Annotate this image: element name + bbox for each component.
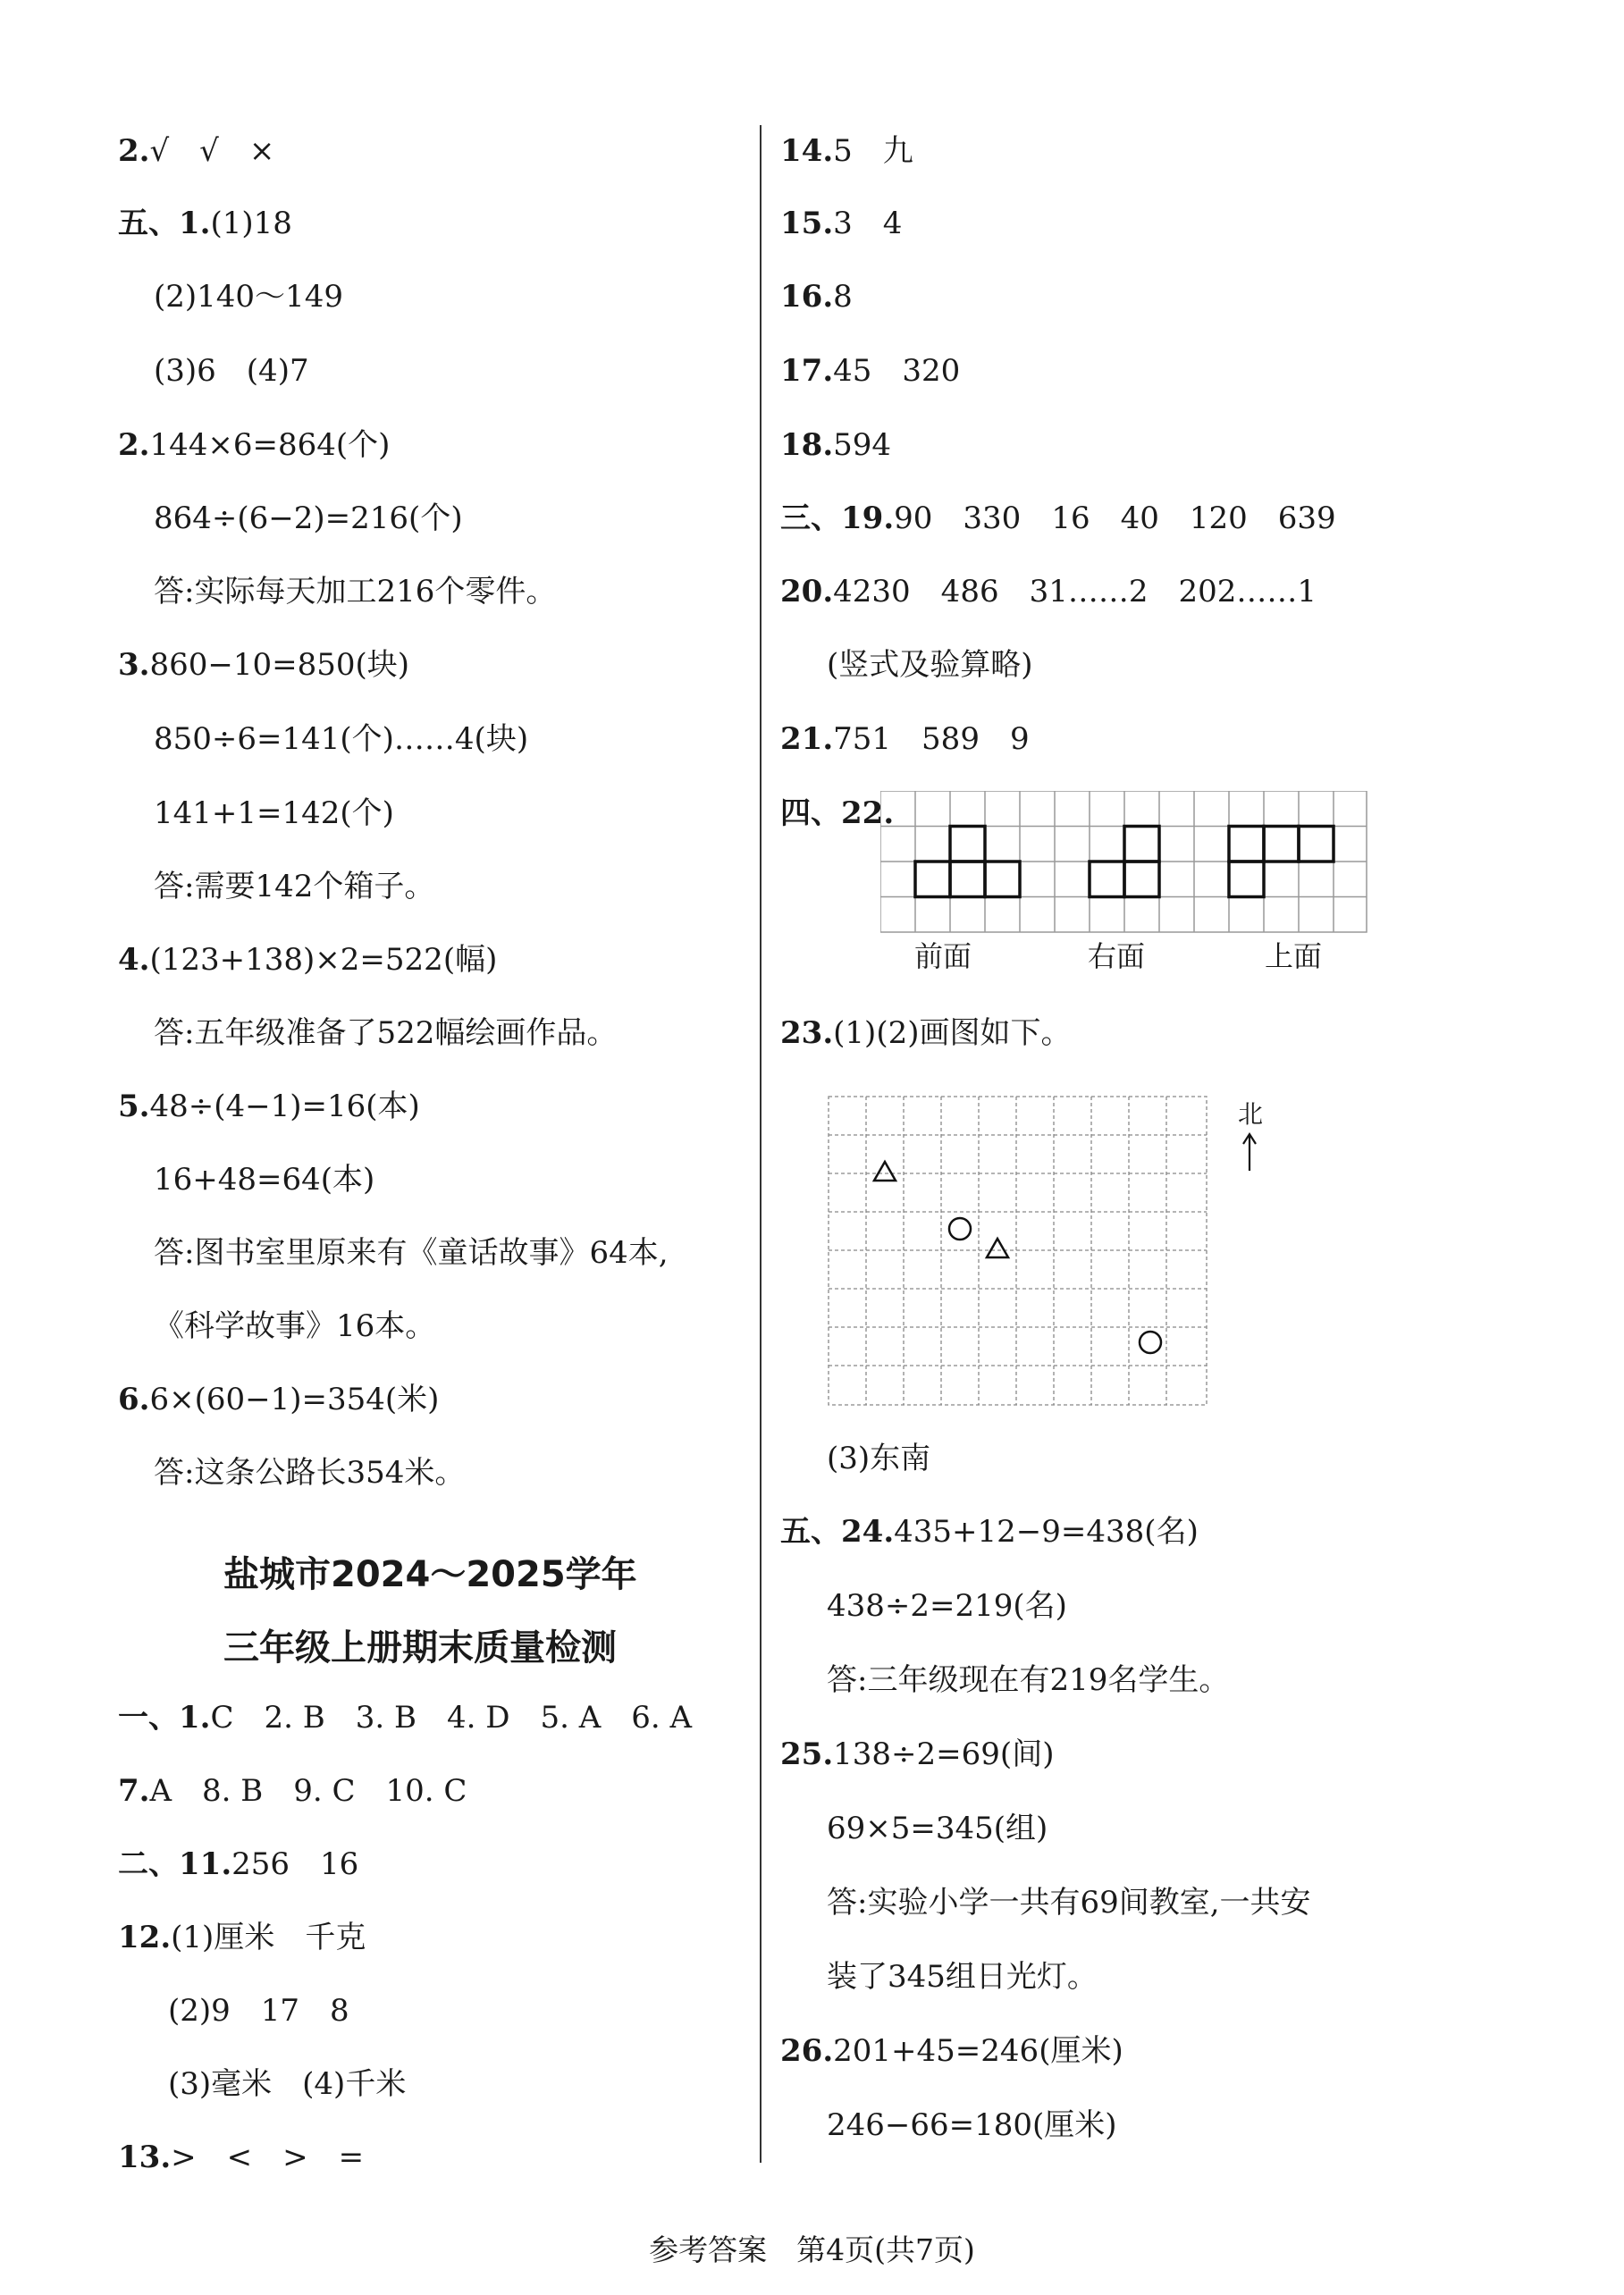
answer-line: (2)9 17 8 (168, 1993, 349, 2029)
answer-line: 答:图书室里原来有《童话故事》64本, (154, 1235, 669, 1271)
answer-line: 三、19.90 330 16 40 120 639 (780, 500, 1336, 536)
answer-line: (3)6 (4)7 (154, 353, 309, 389)
top-view-label: 上面 (1265, 939, 1323, 973)
answer-line: 15.3 4 (780, 206, 903, 241)
answer-line: 16.8 (780, 279, 853, 315)
section-heading: 盐城市2024～2025学年 (223, 1554, 637, 1595)
front-view-square (950, 827, 985, 862)
answer-line: 答:五年级准备了522幅绘画作品。 (154, 1015, 618, 1051)
answer-line: 五、1.(1)18 (118, 206, 292, 241)
answer-line: 4.(123+138)×2=522(幅) (118, 942, 498, 978)
answer-line: 答:实验小学一共有69间教室,一共安 (827, 1885, 1311, 1921)
answer-line: 五、24.435+12−9=438(名) (780, 1514, 1199, 1550)
answer-line: 2.√ √ × (118, 133, 275, 169)
answer-line: 答:需要142个箱子。 (154, 869, 435, 904)
triangle-marker (987, 1239, 1008, 1257)
answer-line: 13.> < > = (118, 2139, 365, 2175)
answer-line: 69×5=345(组) (827, 1811, 1048, 1846)
answer-line: 14.5 九 (780, 133, 913, 169)
answer-line: 12.(1)厘米 千克 (118, 1920, 366, 1955)
answer-line: (竖式及验算略) (827, 647, 1033, 683)
right-view-label: 右面 (1088, 939, 1146, 973)
right-view-square (1124, 862, 1159, 897)
answer-line: 答:这条公路长354米。 (154, 1455, 466, 1491)
top-view-square (1299, 827, 1334, 862)
front-view-square (915, 862, 950, 897)
answer-line: 3.860−10=850(块) (118, 647, 410, 683)
answer-line: 25.138÷2=69(间) (780, 1736, 1055, 1772)
section-heading: 三年级上册期末质量检测 (223, 1627, 617, 1669)
answer-line: 2.144×6=864(个) (118, 427, 391, 463)
answer-line: 二、11.256 16 (118, 1846, 359, 1882)
page-footer: 参考答案 第4页(共7页) (649, 2232, 975, 2267)
answer-line: (2)140～149 (154, 279, 343, 315)
answer-line: 16+48=64(本) (154, 1162, 375, 1198)
answer-line: 21.751 589 9 (780, 721, 1030, 757)
answer-line: 17.45 320 (780, 353, 961, 389)
answer-line: 6.6×(60−1)=354(米) (118, 1382, 440, 1417)
circle-marker (949, 1218, 971, 1240)
answer-line: 438÷2=219(名) (827, 1588, 1067, 1624)
top-view-square (1229, 827, 1264, 862)
answer-line: 《科学故事》16本。 (154, 1308, 436, 1344)
answer-line: 答:三年级现在有219名学生。 (827, 1662, 1230, 1698)
answer-line: 5.48÷(4−1)=16(本) (118, 1089, 420, 1124)
answer-line: 四、22. (780, 795, 895, 831)
front-view-square (985, 862, 1020, 897)
answer-line: 23.(1)(2)画图如下。 (780, 1015, 1072, 1051)
answer-line: 一、1.C 2. B 3. B 4. D 5. A 6. A (118, 1700, 693, 1736)
answer-line: 864÷(6−2)=216(个) (154, 500, 463, 536)
answer-line: 26.201+45=246(厘米) (780, 2033, 1123, 2069)
answer-line: 246−66=180(厘米) (827, 2107, 1117, 2143)
answer-line: 141+1=142(个) (154, 795, 394, 831)
answer-line: 装了345组日光灯。 (827, 1959, 1098, 1995)
north-label: 北 (1238, 1099, 1264, 1129)
top-view-square (1264, 827, 1299, 862)
triangle-marker (874, 1162, 896, 1181)
front-view-label: 前面 (914, 939, 972, 973)
answer-line: 18.594 (780, 427, 892, 463)
right-view-square (1124, 827, 1159, 862)
answer-line: (3)东南 (827, 1441, 931, 1476)
answer-line: 850÷6=141(个)……4(块) (154, 721, 529, 757)
answer-line: (3)毫米 (4)千米 (168, 2066, 407, 2102)
right-view-square (1090, 862, 1124, 897)
circle-marker (1140, 1332, 1161, 1353)
three-views-grid (880, 791, 1367, 983)
front-view-square (950, 862, 985, 897)
position-grid (827, 1095, 1283, 1417)
column-divider (760, 125, 762, 2163)
north-arrow-icon (1243, 1134, 1256, 1171)
answer-line: 20.4230 486 31……2 202……1 (780, 574, 1317, 609)
top-view-square (1229, 862, 1264, 897)
answer-line: 7.A 8. B 9. C 10. C (118, 1773, 467, 1809)
answer-line: 答:实际每天加工216个零件。 (154, 574, 557, 609)
